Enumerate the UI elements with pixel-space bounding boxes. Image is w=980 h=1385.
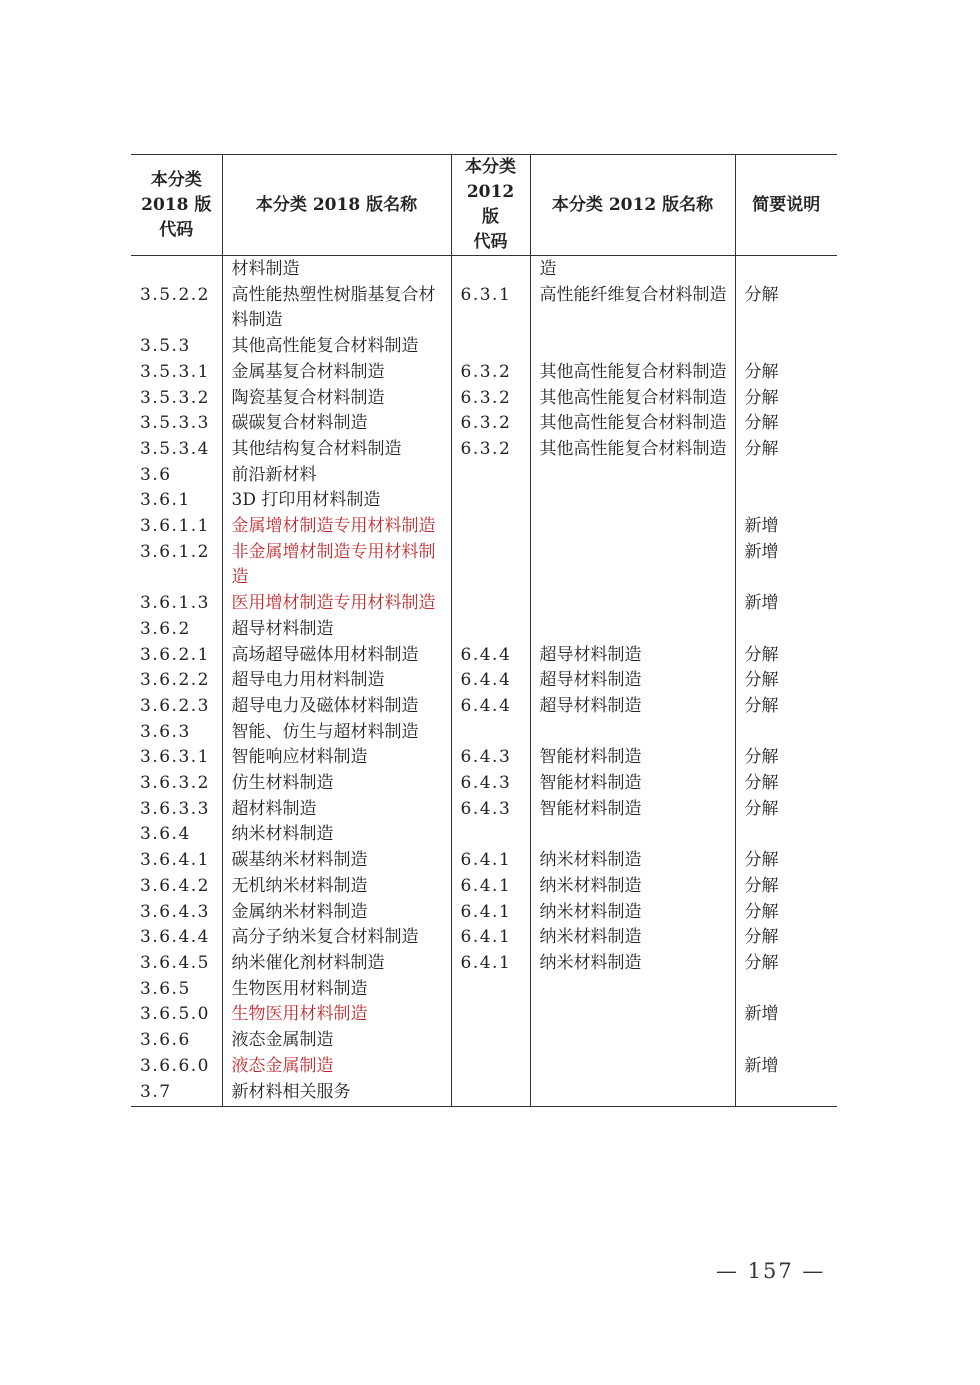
cell-name-2012: 纳米材料制造 xyxy=(530,951,735,977)
table-row xyxy=(131,411,837,437)
header-code-2012-text: 本分类 2012 版 代码 xyxy=(465,157,516,252)
cell-code-2018: 3.6.2 xyxy=(131,617,222,643)
cell-name-2012 xyxy=(530,514,735,540)
cell-name-2018: 新材料相关服务 xyxy=(222,1080,451,1107)
cell-code-2012 xyxy=(451,720,530,746)
cell-code-2012: 6.4.3 xyxy=(451,745,530,771)
cell-name-2018: 金属基复合材料制造 xyxy=(222,360,451,386)
cell-name-2012: 造 xyxy=(530,256,735,283)
cell-note: 分解 xyxy=(744,361,779,382)
cell-code-2012: 6.3.2 xyxy=(451,386,530,412)
cell-name-2018: 超材料制造 xyxy=(222,797,451,823)
cell-code-2018: 3.6.3 xyxy=(131,720,222,746)
cell-code-2018: 3.6.6 xyxy=(131,1028,222,1054)
cell-note: 分解 xyxy=(744,284,779,305)
cell-code-2012: 6.4.1 xyxy=(451,874,530,900)
cell-name-2018: 智能响应材料制造 xyxy=(222,745,451,771)
cell-code-2018: 3.5.2.2 xyxy=(131,283,222,334)
header-note xyxy=(735,155,837,256)
cell-code-2018: 3.6.1.1 xyxy=(131,514,222,540)
cell-code-2012 xyxy=(451,488,530,514)
table-row xyxy=(131,334,837,360)
table-row xyxy=(131,925,837,951)
cell-name-2012 xyxy=(530,720,735,746)
cell-name-2012: 智能材料制造 xyxy=(530,745,735,771)
table-row xyxy=(131,797,837,823)
cell-note: 分解 xyxy=(744,773,779,794)
table-row xyxy=(131,668,837,694)
cell-note xyxy=(735,1028,837,1054)
cell-code-2018: 3.5.3.4 xyxy=(131,437,222,463)
cell-note xyxy=(735,822,837,848)
table-row xyxy=(131,694,837,720)
cell-code-2012 xyxy=(451,514,530,540)
cell-note: 分解 xyxy=(744,747,779,768)
cell-note xyxy=(735,488,837,514)
cell-code-2012 xyxy=(451,822,530,848)
cell-name-2018: 无机纳米材料制造 xyxy=(222,874,451,900)
cell-note: 新增 xyxy=(744,516,779,537)
table-row xyxy=(131,720,837,746)
cell-code-2012: 6.4.3 xyxy=(451,771,530,797)
cell-code-2018: 3.6 xyxy=(131,463,222,489)
cell-note xyxy=(735,463,837,489)
cell-code-2012 xyxy=(451,1080,530,1107)
cell-code-2018: 3.6.2.2 xyxy=(131,668,222,694)
table-body xyxy=(131,256,837,1107)
cell-code-2012 xyxy=(451,1054,530,1080)
cell-code-2012: 6.4.3 xyxy=(451,797,530,823)
cell-code-2018: 3.6.3.1 xyxy=(131,745,222,771)
cell-name-2018: 陶瓷基复合材料制造 xyxy=(222,386,451,412)
cell-code-2018: 3.6.4 xyxy=(131,822,222,848)
cell-name-2012 xyxy=(530,1054,735,1080)
cell-name-2012: 其他高性能复合材料制造 xyxy=(530,386,735,412)
table-row xyxy=(131,848,837,874)
cell-name-2018: 其他结构复合材料制造 xyxy=(222,437,451,463)
cell-name-2018: 仿生材料制造 xyxy=(222,771,451,797)
cell-note: 新增 xyxy=(744,1055,779,1076)
cell-name-2018: 高场超导磁体用材料制造 xyxy=(222,643,451,669)
cell-name-2012: 智能材料制造 xyxy=(530,771,735,797)
cell-code-2012: 6.3.2 xyxy=(451,360,530,386)
cell-note: 分解 xyxy=(744,901,779,922)
cell-note: 分解 xyxy=(744,670,779,691)
cell-name-2012: 纳米材料制造 xyxy=(530,900,735,926)
header-name-2012-text: 本分类 2012 版名称 xyxy=(551,194,714,215)
cell-code-2018: 3.6.5 xyxy=(131,977,222,1003)
cell-note: 分解 xyxy=(744,875,779,896)
cell-name-2012: 其他高性能复合材料制造 xyxy=(530,411,735,437)
cell-name-2012: 超导材料制造 xyxy=(530,643,735,669)
cell-note: 分解 xyxy=(744,644,779,665)
cell-code-2018: 3.6.3.2 xyxy=(131,771,222,797)
cell-code-2012: 6.4.1 xyxy=(451,900,530,926)
cell-name-2018: 生物医用材料制造 xyxy=(222,977,451,1003)
cell-code-2018 xyxy=(131,256,222,283)
cell-code-2018: 3.7 xyxy=(131,1080,222,1107)
cell-note xyxy=(735,617,837,643)
cell-code-2012 xyxy=(451,1028,530,1054)
cell-note: 分解 xyxy=(744,952,779,973)
cell-code-2012: 6.4.1 xyxy=(451,951,530,977)
cell-name-2012: 纳米材料制造 xyxy=(530,848,735,874)
table-row xyxy=(131,463,837,489)
cell-code-2018: 3.6.5.0 xyxy=(131,1002,222,1028)
cell-note xyxy=(735,1080,837,1107)
cell-name-2012 xyxy=(530,540,735,591)
cell-name-2018: 碳碳复合材料制造 xyxy=(222,411,451,437)
cell-name-2018: 高分子纳米复合材料制造 xyxy=(222,925,451,951)
cell-name-2018: 超导电力用材料制造 xyxy=(222,668,451,694)
cell-code-2018: 3.6.2.1 xyxy=(131,643,222,669)
cell-name-2018: 医用增材制造专用材料制造 xyxy=(222,591,451,617)
cell-name-2012: 超导材料制造 xyxy=(530,668,735,694)
cell-note xyxy=(735,256,837,283)
cell-code-2012: 6.4.1 xyxy=(451,848,530,874)
cell-name-2018: 智能、仿生与超材料制造 xyxy=(222,720,451,746)
table-row xyxy=(131,900,837,926)
header-name-2018-text: 本分类 2018 版名称 xyxy=(255,194,418,215)
cell-code-2012: 6.3.1 xyxy=(451,283,530,334)
cell-name-2012: 高性能纤维复合材料制造 xyxy=(530,283,735,334)
cell-note: 分解 xyxy=(744,850,779,871)
cell-name-2012 xyxy=(530,591,735,617)
cell-code-2018: 3.6.4.5 xyxy=(131,951,222,977)
page-number: — 157 — xyxy=(716,1259,826,1283)
table-row xyxy=(131,591,837,617)
header-code-2018-text: 本分类 2018 版 代码 xyxy=(141,169,212,240)
cell-name-2018: 前沿新材料 xyxy=(222,463,451,489)
cell-name-2012 xyxy=(530,617,735,643)
cell-name-2018: 3D 打印用材料制造 xyxy=(222,488,451,514)
cell-name-2018: 金属增材制造专用材料制造 xyxy=(222,514,451,540)
cell-name-2018: 纳米材料制造 xyxy=(222,822,451,848)
cell-code-2018: 3.6.4.3 xyxy=(131,900,222,926)
cell-code-2012 xyxy=(451,617,530,643)
cell-code-2012: 6.4.4 xyxy=(451,694,530,720)
cell-name-2012 xyxy=(530,463,735,489)
cell-code-2018: 3.6.4.1 xyxy=(131,848,222,874)
cell-note: 分解 xyxy=(744,413,779,434)
cell-name-2018: 液态金属制造 xyxy=(222,1028,451,1054)
cell-code-2012 xyxy=(451,256,530,283)
table-row xyxy=(131,540,837,591)
cell-name-2012 xyxy=(530,488,735,514)
cell-note: 分解 xyxy=(744,798,779,819)
cell-code-2018: 3.6.1.2 xyxy=(131,540,222,591)
table-row xyxy=(131,771,837,797)
cell-name-2018: 纳米催化剂材料制造 xyxy=(222,951,451,977)
header-name-2018 xyxy=(222,155,451,256)
table-row xyxy=(131,1028,837,1054)
cell-name-2012 xyxy=(530,1002,735,1028)
cell-code-2012 xyxy=(451,540,530,591)
cell-name-2018: 材料制造 xyxy=(222,256,451,283)
table-row xyxy=(131,643,837,669)
table-header xyxy=(131,155,837,256)
cell-note xyxy=(735,720,837,746)
cell-code-2018: 3.6.1.3 xyxy=(131,591,222,617)
cell-code-2018: 3.6.4.4 xyxy=(131,925,222,951)
cell-code-2012 xyxy=(451,977,530,1003)
table-row xyxy=(131,283,837,334)
cell-code-2018: 3.5.3 xyxy=(131,334,222,360)
cell-code-2012: 6.4.1 xyxy=(451,925,530,951)
cell-code-2018: 3.6.6.0 xyxy=(131,1054,222,1080)
cell-name-2012: 其他高性能复合材料制造 xyxy=(530,437,735,463)
cell-name-2018: 生物医用材料制造 xyxy=(222,1002,451,1028)
header-note-text: 简要说明 xyxy=(752,194,821,215)
cell-code-2012: 6.3.2 xyxy=(451,411,530,437)
cell-name-2012: 智能材料制造 xyxy=(530,797,735,823)
table-row xyxy=(131,386,837,412)
cell-code-2012 xyxy=(451,463,530,489)
header-name-2012 xyxy=(530,155,735,256)
classification-table xyxy=(131,154,837,1107)
cell-name-2012 xyxy=(530,822,735,848)
cell-name-2018: 碳基纳米材料制造 xyxy=(222,848,451,874)
cell-code-2012: 6.4.4 xyxy=(451,643,530,669)
cell-note: 新增 xyxy=(744,593,779,614)
cell-code-2012 xyxy=(451,334,530,360)
table-row xyxy=(131,1002,837,1028)
cell-name-2012 xyxy=(530,977,735,1003)
cell-note: 分解 xyxy=(744,387,779,408)
table-row xyxy=(131,514,837,540)
header-code-2012 xyxy=(451,155,530,256)
cell-note xyxy=(735,977,837,1003)
cell-name-2012: 纳米材料制造 xyxy=(530,874,735,900)
table-row xyxy=(131,488,837,514)
cell-name-2018: 超导电力及磁体材料制造 xyxy=(222,694,451,720)
cell-note: 分解 xyxy=(744,927,779,948)
cell-name-2018: 金属纳米材料制造 xyxy=(222,900,451,926)
table-row xyxy=(131,1080,837,1107)
cell-code-2018: 3.6.1 xyxy=(131,488,222,514)
cell-name-2012: 超导材料制造 xyxy=(530,694,735,720)
cell-code-2012 xyxy=(451,591,530,617)
cell-name-2012 xyxy=(530,1080,735,1107)
cell-code-2018: 3.5.3.1 xyxy=(131,360,222,386)
table-row xyxy=(131,977,837,1003)
cell-name-2018: 高性能热塑性树脂基复合材料制造 xyxy=(222,283,451,334)
cell-code-2018: 3.5.3.3 xyxy=(131,411,222,437)
cell-name-2012: 纳米材料制造 xyxy=(530,925,735,951)
cell-note: 新增 xyxy=(744,1004,779,1025)
cell-code-2012 xyxy=(451,1002,530,1028)
table-row xyxy=(131,951,837,977)
cell-note: 分解 xyxy=(744,695,779,716)
cell-name-2012: 其他高性能复合材料制造 xyxy=(530,360,735,386)
cell-code-2012: 6.3.2 xyxy=(451,437,530,463)
cell-code-2018: 3.6.4.2 xyxy=(131,874,222,900)
table-row xyxy=(131,256,837,283)
table-row xyxy=(131,617,837,643)
table-row xyxy=(131,874,837,900)
header-code-2018 xyxy=(131,155,222,256)
cell-name-2012 xyxy=(530,1028,735,1054)
table-row xyxy=(131,822,837,848)
cell-name-2018: 超导材料制造 xyxy=(222,617,451,643)
cell-note: 分解 xyxy=(744,438,779,459)
cell-note xyxy=(735,334,837,360)
cell-name-2018: 其他高性能复合材料制造 xyxy=(222,334,451,360)
cell-code-2012: 6.4.4 xyxy=(451,668,530,694)
table-row xyxy=(131,745,837,771)
table-row xyxy=(131,437,837,463)
cell-note: 新增 xyxy=(744,541,779,562)
cell-code-2018: 3.6.3.3 xyxy=(131,797,222,823)
table-row xyxy=(131,1054,837,1080)
cell-name-2012 xyxy=(530,334,735,360)
cell-code-2018: 3.5.3.2 xyxy=(131,386,222,412)
cell-code-2018: 3.6.2.3 xyxy=(131,694,222,720)
table-row xyxy=(131,360,837,386)
cell-name-2018: 液态金属制造 xyxy=(222,1054,451,1080)
cell-name-2018: 非金属增材制造专用材料制造 xyxy=(222,540,451,591)
